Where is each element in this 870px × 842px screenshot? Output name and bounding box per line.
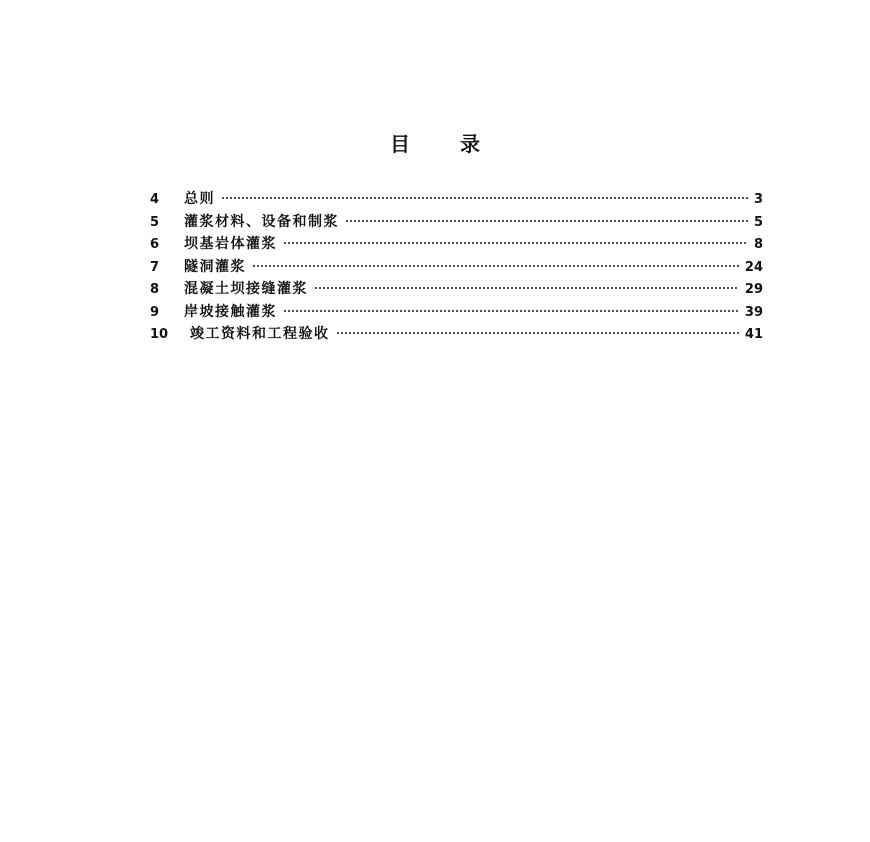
toc-chapter-number: 6 [150, 237, 160, 252]
toc-dot-leader [336, 332, 739, 334]
toc-chapter-title: 混凝土坝接缝灌浆 [184, 281, 308, 297]
toc-page-number: 3 [753, 192, 763, 207]
toc-chapter-title: 总则 [184, 191, 215, 207]
toc-chapter-title: 坝基岩体灌浆 [184, 236, 277, 252]
toc-chapter-title: 竣工资料和工程验收 [190, 326, 330, 342]
toc-dot-leader [345, 220, 748, 222]
toc-dot-leader [221, 197, 748, 199]
toc-dot-leader [314, 287, 739, 289]
toc-chapter-title: 岸坡接触灌浆 [184, 303, 277, 320]
toc-page-number: 29 [744, 282, 763, 297]
toc-entry[interactable] [150, 188, 763, 211]
toc-dot-leader [252, 265, 739, 267]
toc-dot-leader [283, 310, 739, 312]
toc-chapter-number: 9 [150, 304, 160, 320]
toc-chapter-title: 灌浆材料、设备和制浆 [184, 213, 339, 230]
toc-chapter-number: 4 [150, 192, 160, 207]
toc-chapter-number: 10 [150, 327, 169, 342]
toc-entry[interactable] [150, 278, 763, 301]
toc-entry[interactable] [150, 256, 763, 279]
table-of-contents [150, 188, 763, 346]
toc-entry[interactable] [150, 211, 763, 234]
toc-chapter-title: 隧洞灌浆 [184, 258, 246, 275]
toc-page-number: 39 [744, 304, 763, 320]
title-char-2: 录 [460, 132, 480, 156]
toc-chapter-number: 7 [150, 259, 160, 275]
toc-chapter-number: 8 [150, 282, 160, 297]
page-title [0, 128, 870, 157]
toc-page-number: 8 [753, 237, 763, 252]
toc-entry[interactable] [150, 323, 763, 346]
toc-page-number: 5 [753, 214, 763, 230]
toc-entry[interactable] [150, 233, 763, 256]
toc-page-number: 41 [744, 327, 763, 342]
toc-dot-leader [283, 242, 748, 244]
title-char-1: 目 [390, 132, 410, 156]
toc-chapter-number: 5 [150, 214, 160, 230]
toc-page-number: 24 [744, 259, 763, 275]
toc-entry[interactable] [150, 301, 763, 324]
